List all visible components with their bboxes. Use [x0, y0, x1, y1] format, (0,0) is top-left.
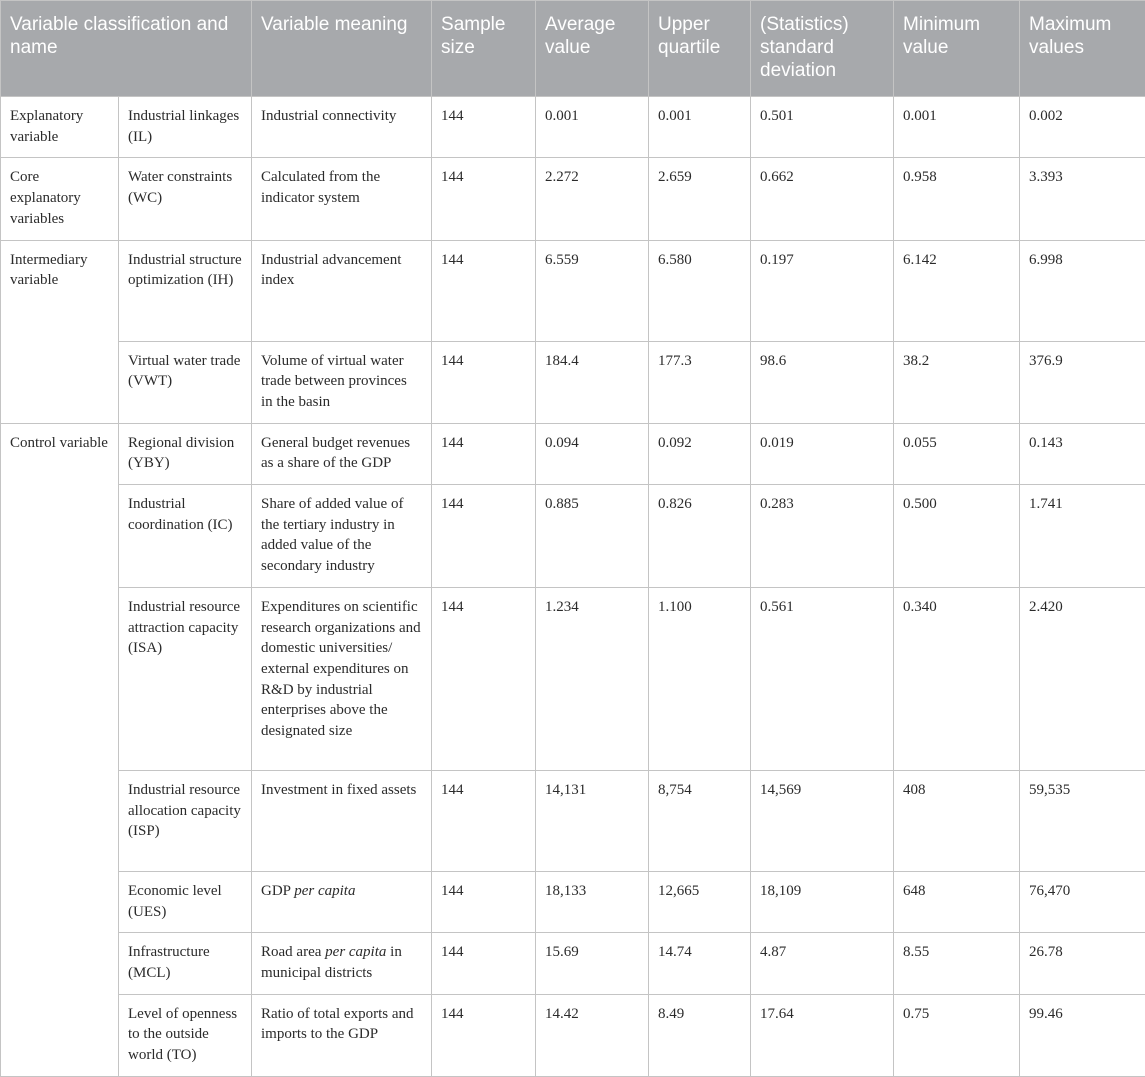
group-label: Explanatory variable [1, 97, 119, 158]
variable-meaning: Calculated from the indicator system [252, 158, 432, 240]
table-row [1, 240, 1145, 341]
variable-name: Infrastructure (MCL) [119, 933, 252, 994]
min-cell: 38.2 [894, 341, 1020, 423]
variable-meaning: Expenditures on scientific research organizations and domestic universities/ external expenditures on R&D by industrial enterprises above the designated size [252, 587, 432, 770]
average-cell: 15.69 [536, 933, 649, 994]
min-cell: 0.340 [894, 587, 1020, 770]
upper-quartile-cell: 0.001 [649, 97, 751, 158]
std-cell: 14,569 [751, 770, 894, 871]
max-cell: 3.393 [1020, 158, 1145, 240]
variable-meaning: Ratio of total exports and imports to the GDP [252, 994, 432, 1076]
std-cell: 0.283 [751, 485, 894, 588]
min-cell: 0.055 [894, 423, 1020, 484]
table-row [1, 994, 1145, 1076]
header-std: (Statistics) standard deviation [751, 1, 894, 97]
table-row [1, 341, 1145, 423]
variable-name: Industrial resource attraction capacity (ISA) [119, 587, 252, 770]
variable-meaning: Industrial advancement index [252, 240, 432, 341]
sample-size-cell: 144 [432, 994, 536, 1076]
average-cell: 18,133 [536, 871, 649, 932]
average-cell: 14,131 [536, 770, 649, 871]
max-cell: 76,470 [1020, 871, 1145, 932]
variable-name: Regional division (YBY) [119, 423, 252, 484]
variable-meaning [252, 933, 432, 994]
max-cell: 0.143 [1020, 423, 1145, 484]
std-cell: 0.662 [751, 158, 894, 240]
std-cell: 0.019 [751, 423, 894, 484]
min-cell: 8.55 [894, 933, 1020, 994]
variable-name: Economic level (UES) [119, 871, 252, 932]
header-sample-size: Sample size [432, 1, 536, 97]
sample-size-cell: 144 [432, 587, 536, 770]
std-cell: 0.561 [751, 587, 894, 770]
upper-quartile-cell: 0.826 [649, 485, 751, 588]
sample-size-cell: 144 [432, 97, 536, 158]
average-cell: 0.001 [536, 97, 649, 158]
max-cell: 2.420 [1020, 587, 1145, 770]
table-row [1, 97, 1145, 158]
meaning-text: Road area [261, 944, 325, 960]
group-label: Intermediary variable [1, 240, 119, 423]
std-cell: 98.6 [751, 341, 894, 423]
header-min: Minimum value [894, 1, 1020, 97]
average-cell: 14.42 [536, 994, 649, 1076]
upper-quartile-cell: 177.3 [649, 341, 751, 423]
upper-quartile-cell: 1.100 [649, 587, 751, 770]
table-row [1, 485, 1145, 588]
upper-quartile-cell: 8.49 [649, 994, 751, 1076]
upper-quartile-cell: 12,665 [649, 871, 751, 932]
max-cell: 6.998 [1020, 240, 1145, 341]
sample-size-cell: 144 [432, 423, 536, 484]
average-cell: 6.559 [536, 240, 649, 341]
upper-quartile-cell: 0.092 [649, 423, 751, 484]
header-max: Maximum values [1020, 1, 1145, 97]
variable-meaning: Industrial connectivity [252, 97, 432, 158]
variable-name: Industrial structure optimization (IH) [119, 240, 252, 341]
upper-quartile-cell: 14.74 [649, 933, 751, 994]
header-upper-quartile: Upper quartile [649, 1, 751, 97]
sample-size-cell: 144 [432, 341, 536, 423]
average-cell: 0.094 [536, 423, 649, 484]
upper-quartile-cell: 2.659 [649, 158, 751, 240]
std-cell: 4.87 [751, 933, 894, 994]
average-cell: 184.4 [536, 341, 649, 423]
variable-meaning: Share of added value of the tertiary industry in added value of the secondary industry [252, 485, 432, 588]
min-cell: 0.75 [894, 994, 1020, 1076]
group-label: Control variable [1, 423, 119, 1076]
min-cell: 6.142 [894, 240, 1020, 341]
table-row [1, 158, 1145, 240]
upper-quartile-cell: 8,754 [649, 770, 751, 871]
meaning-italic: per capita [325, 944, 386, 960]
table-row [1, 871, 1145, 932]
variable-name: Water constraints (WC) [119, 158, 252, 240]
max-cell: 376.9 [1020, 341, 1145, 423]
max-cell: 99.46 [1020, 994, 1145, 1076]
min-cell: 0.500 [894, 485, 1020, 588]
variable-name: Industrial linkages (IL) [119, 97, 252, 158]
header-average: Average value [536, 1, 649, 97]
meaning-text-tail: in municipal districts [261, 944, 402, 981]
max-cell: 26.78 [1020, 933, 1145, 994]
table-row [1, 933, 1145, 994]
sample-size-cell: 144 [432, 871, 536, 932]
meaning-text: GDP [261, 883, 294, 899]
variable-name: Industrial coordination (IC) [119, 485, 252, 588]
sample-size-cell: 144 [432, 158, 536, 240]
std-cell: 17.64 [751, 994, 894, 1076]
std-cell: 0.197 [751, 240, 894, 341]
sample-size-cell: 144 [432, 485, 536, 588]
average-cell: 1.234 [536, 587, 649, 770]
table-row [1, 423, 1145, 484]
upper-quartile-cell: 6.580 [649, 240, 751, 341]
average-cell: 0.885 [536, 485, 649, 588]
variable-meaning: General budget revenues as a share of the GDP [252, 423, 432, 484]
std-cell: 18,109 [751, 871, 894, 932]
min-cell: 0.958 [894, 158, 1020, 240]
min-cell: 408 [894, 770, 1020, 871]
variable-name: Level of openness to the outside world (TO) [119, 994, 252, 1076]
header-meaning: Variable meaning [252, 1, 432, 97]
variable-meaning: Volume of virtual water trade between provinces in the basin [252, 341, 432, 423]
table-row [1, 587, 1145, 770]
average-cell: 2.272 [536, 158, 649, 240]
header-row [1, 1, 1145, 97]
variable-name: Industrial resource allocation capacity (ISP) [119, 770, 252, 871]
header-classification: Variable classification and name [1, 1, 252, 97]
max-cell: 1.741 [1020, 485, 1145, 588]
sample-size-cell: 144 [432, 770, 536, 871]
table-row [1, 770, 1145, 871]
sample-size-cell: 144 [432, 240, 536, 341]
std-cell: 0.501 [751, 97, 894, 158]
variable-name: Virtual water trade (VWT) [119, 341, 252, 423]
min-cell: 648 [894, 871, 1020, 932]
max-cell: 0.002 [1020, 97, 1145, 158]
min-cell: 0.001 [894, 97, 1020, 158]
meaning-italic: per capita [294, 883, 355, 899]
variable-meaning [252, 871, 432, 932]
sample-size-cell: 144 [432, 933, 536, 994]
group-label: Core explanatory variables [1, 158, 119, 240]
variable-meaning: Investment in fixed assets [252, 770, 432, 871]
max-cell: 59,535 [1020, 770, 1145, 871]
